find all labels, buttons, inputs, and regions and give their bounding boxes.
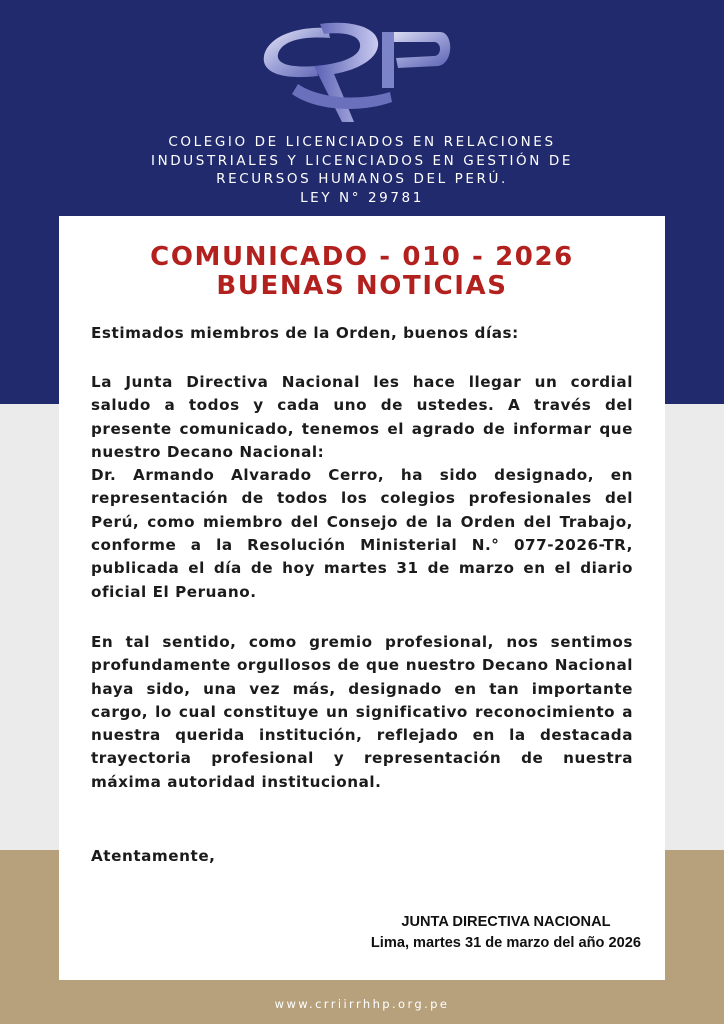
greeting-text: Estimados miembros de la Orden, buenos días: — [91, 324, 519, 342]
signature-date: Lima, martes 31 de marzo del año 2026 — [370, 935, 641, 951]
paragraph-1-intro: La Junta Directiva Nacional les hace llegar un cordial saludo a todos y cada uno de ustedes. A través del presente comunicado, tenemos el agrado de informar que nuestro Decano Nacional: — [91, 373, 633, 461]
signature-block — [371, 912, 641, 954]
closing-text: Atentamente, — [91, 847, 216, 865]
title-line-2: BUENAS NOTICIAS — [216, 271, 508, 301]
signature-entity: JUNTA DIRECTIVA NACIONAL — [401, 914, 611, 930]
crrii-logo — [258, 18, 454, 126]
title-line-1: COMUNICADO - 010 - 2026 — [150, 242, 574, 272]
paragraph-1-appointment: Dr. Armando Alvarado Cerro, ha sido designado, en representación de todos los colegios profesionales del Perú, como miembro del Consejo de la Orden del Trabajo, conforme a la Resolución Ministerial N.° 077-2026-TR, publicada el día de hoy martes 31 de marzo en el diario oficial El Peruano. — [91, 466, 633, 601]
website-link[interactable]: www.crriirrhhp.org.pe — [274, 997, 450, 1011]
paragraph-1 — [91, 371, 633, 604]
communique-title — [59, 243, 665, 301]
paragraph-2: En tal sentido, como gremio profesional, nos sentimos profundamente orgullosos de que nuestro Decano Nacional haya sido, una vez más, designado en tan importante cargo, lo cual constituye un significativo reconocimiento a nuestra querida institución, reflejado en la destacada trayectoria profesional y representación de nuestra máxima autoridad institucional. — [91, 633, 633, 791]
organization-name: COLEGIO DE LICENCIADOS EN RELACIONES INDUSTRIALES Y LICENCIADOS EN GESTIÓN DE RECURSOS HUMANOS DEL PERÚ. LEY N° 29781 — [151, 134, 573, 206]
